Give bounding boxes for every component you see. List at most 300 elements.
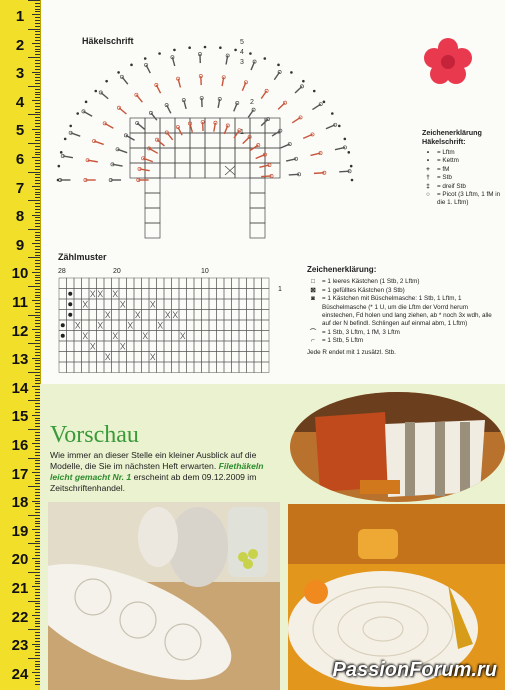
count-cell bbox=[142, 299, 150, 310]
ruler-tick bbox=[35, 380, 40, 381]
preview-date: erscheint ab dem 09.12.2009 im Zeitschriftenhandel. bbox=[50, 472, 257, 493]
count-cell bbox=[89, 362, 97, 373]
ruler-mark-14: 14 bbox=[11, 379, 29, 397]
count-cell bbox=[127, 331, 135, 342]
ruler-tick bbox=[35, 92, 40, 93]
ruler-tick bbox=[35, 120, 40, 121]
count-cell bbox=[82, 289, 90, 300]
picot-mark bbox=[277, 64, 280, 67]
count-cell bbox=[97, 331, 105, 342]
count-cell bbox=[89, 320, 97, 331]
ruler-tick bbox=[35, 31, 40, 32]
count-cell bbox=[149, 341, 157, 352]
count-cell bbox=[262, 310, 270, 321]
ruler-tick bbox=[35, 152, 40, 153]
grid-cell bbox=[220, 163, 235, 178]
count-cell bbox=[59, 299, 67, 310]
ruler-tick bbox=[35, 112, 40, 113]
count-cell bbox=[209, 310, 217, 321]
count-cell bbox=[232, 310, 240, 321]
count-cell bbox=[82, 352, 90, 363]
crochet-chart-title: Häkelschrift bbox=[82, 36, 134, 46]
ruler-tick bbox=[35, 360, 40, 361]
count-cell bbox=[254, 310, 262, 321]
count-cell bbox=[187, 289, 195, 300]
ruler-tick bbox=[28, 343, 40, 344]
ruler-tick bbox=[35, 306, 40, 307]
ruler-tick bbox=[28, 143, 40, 144]
picot-mark bbox=[117, 71, 120, 74]
count-cell bbox=[224, 362, 232, 373]
ruler-tick bbox=[35, 309, 40, 310]
count-chart-col-label-20: 20 bbox=[113, 268, 121, 275]
count-cell bbox=[172, 352, 180, 363]
ruler-tick bbox=[35, 160, 40, 161]
ruler-tick bbox=[35, 60, 40, 61]
ruler-tick bbox=[35, 77, 40, 78]
legend-text: = fM bbox=[437, 165, 450, 173]
count-cell bbox=[194, 362, 202, 373]
count-cell bbox=[164, 289, 172, 300]
ruler-tick bbox=[32, 443, 40, 444]
count-cell bbox=[232, 352, 240, 363]
ruler-tick bbox=[35, 340, 40, 341]
count-cell bbox=[134, 320, 142, 331]
count-cell bbox=[217, 299, 225, 310]
count-cell bbox=[254, 352, 262, 363]
count-cell bbox=[104, 289, 112, 300]
ruler-tick bbox=[35, 226, 40, 227]
ruler-tick bbox=[35, 117, 40, 118]
count-cell bbox=[209, 320, 217, 331]
ruler-tick bbox=[35, 323, 40, 324]
ruler-tick bbox=[28, 572, 40, 573]
count-cell bbox=[232, 341, 240, 352]
grid-cell bbox=[235, 163, 250, 178]
count-cell bbox=[262, 341, 270, 352]
count-cell bbox=[187, 310, 195, 321]
count-cell bbox=[262, 289, 270, 300]
count-cell bbox=[127, 289, 135, 300]
count-cell bbox=[247, 278, 255, 289]
legend-text: = Kettm bbox=[437, 157, 459, 165]
ruler-tick bbox=[35, 212, 40, 213]
count-cell bbox=[179, 289, 187, 300]
count-cell bbox=[164, 320, 172, 331]
count-cell bbox=[224, 320, 232, 331]
legend-row bbox=[307, 295, 497, 329]
count-cell bbox=[74, 310, 82, 321]
count-cell bbox=[127, 362, 135, 373]
ruler-tick bbox=[32, 672, 40, 673]
ruler-tick bbox=[32, 243, 40, 244]
count-cell bbox=[89, 299, 97, 310]
ruler-mark-2: 2 bbox=[15, 36, 25, 54]
count-cell bbox=[127, 299, 135, 310]
count-cell bbox=[82, 362, 90, 373]
count-cell bbox=[194, 320, 202, 331]
count-cell bbox=[67, 362, 75, 373]
ruler-mark-17: 17 bbox=[11, 465, 29, 483]
picot-mark bbox=[144, 57, 147, 60]
ruler-tick bbox=[35, 123, 40, 124]
count-cell bbox=[59, 278, 67, 289]
count-cell bbox=[209, 289, 217, 300]
grid-cell bbox=[205, 163, 220, 178]
count-cell bbox=[142, 352, 150, 363]
ruler-tick bbox=[35, 40, 40, 41]
count-cell bbox=[119, 331, 127, 342]
legend-count bbox=[307, 266, 497, 357]
legend-symbol: • bbox=[426, 157, 430, 165]
count-cell bbox=[97, 299, 105, 310]
count-cell bbox=[194, 341, 202, 352]
picot-mark bbox=[57, 179, 60, 182]
grid-cell bbox=[145, 223, 160, 238]
count-cell bbox=[59, 289, 67, 300]
count-cell bbox=[157, 310, 165, 321]
picot-mark bbox=[158, 52, 161, 55]
count-cell bbox=[254, 331, 262, 342]
ruler-tick bbox=[35, 174, 40, 175]
count-cell bbox=[97, 352, 105, 363]
ruler-mark-20: 20 bbox=[11, 551, 29, 569]
legend-symbol: ◙ bbox=[311, 295, 315, 303]
legend-symbol: • bbox=[426, 149, 430, 156]
ruler-tick bbox=[35, 252, 40, 253]
count-cell bbox=[217, 320, 225, 331]
count-cell bbox=[217, 310, 225, 321]
picot-mark bbox=[58, 165, 61, 168]
ruler-mark-13: 13 bbox=[11, 351, 29, 369]
ruler-tick bbox=[35, 177, 40, 178]
ruler-tick bbox=[35, 320, 40, 321]
ruler-tick bbox=[28, 372, 40, 373]
picot-mark bbox=[60, 151, 63, 154]
picot-mark bbox=[64, 138, 67, 141]
grid-cell bbox=[160, 163, 175, 178]
ruler-tick bbox=[35, 197, 40, 198]
count-cell bbox=[224, 299, 232, 310]
grid-cell bbox=[130, 148, 145, 163]
picot-mark bbox=[219, 46, 222, 49]
ruler-tick bbox=[32, 586, 40, 587]
count-cell bbox=[254, 362, 262, 373]
count-cell bbox=[112, 341, 120, 352]
ruler-tick bbox=[35, 149, 40, 150]
ruler-tick bbox=[35, 375, 40, 376]
ruler-tick bbox=[35, 378, 40, 379]
count-cell bbox=[82, 341, 90, 352]
count-cell bbox=[82, 278, 90, 289]
ruler-tick bbox=[35, 206, 40, 207]
count-cell bbox=[119, 352, 127, 363]
ruler-tick bbox=[32, 615, 40, 616]
count-cell bbox=[232, 331, 240, 342]
count-cell bbox=[254, 289, 262, 300]
ruler-tick bbox=[35, 106, 40, 107]
ruler-tick bbox=[35, 217, 40, 218]
ruler-tick bbox=[28, 458, 40, 459]
count-cell bbox=[187, 299, 195, 310]
count-cell bbox=[164, 278, 172, 289]
ruler-tick bbox=[35, 180, 40, 181]
count-cell bbox=[119, 362, 127, 373]
ruler-tick bbox=[28, 658, 40, 659]
count-cell bbox=[157, 341, 165, 352]
count-cell bbox=[74, 362, 82, 373]
count-cell bbox=[149, 310, 157, 321]
count-cell bbox=[104, 320, 112, 331]
ruler-tick bbox=[35, 303, 40, 304]
count-cell bbox=[179, 341, 187, 352]
count-cell bbox=[112, 278, 120, 289]
count-cell bbox=[134, 331, 142, 342]
ruler-tick bbox=[35, 66, 40, 67]
legend-symbol: ‡ bbox=[426, 182, 430, 190]
ruler-tick bbox=[35, 140, 40, 141]
count-cell bbox=[157, 278, 165, 289]
count-cell bbox=[74, 331, 82, 342]
picot-mark bbox=[331, 112, 334, 115]
ruler-tick bbox=[35, 295, 40, 296]
grid-cell bbox=[250, 208, 265, 223]
magazine-name: Filethäkeln leicht gemacht Nr. 1 bbox=[50, 461, 264, 482]
ruler-tick bbox=[35, 263, 40, 264]
count-cell bbox=[209, 352, 217, 363]
ruler-tick bbox=[28, 200, 40, 201]
count-cell bbox=[149, 320, 157, 331]
ruler-tick bbox=[35, 346, 40, 347]
count-cell bbox=[209, 362, 217, 373]
ruler-tick bbox=[28, 400, 40, 401]
row-label-1: 1 bbox=[240, 129, 244, 136]
count-cell bbox=[127, 278, 135, 289]
ruler-mark-19: 19 bbox=[11, 522, 29, 540]
ruler-tick bbox=[35, 37, 40, 38]
count-cell bbox=[202, 352, 210, 363]
ruler-tick bbox=[28, 0, 40, 1]
ruler-tick bbox=[32, 157, 40, 158]
preview-title: Vorschau bbox=[50, 422, 139, 448]
ruler-tick bbox=[35, 74, 40, 75]
ruler-tick bbox=[35, 277, 40, 278]
count-cell bbox=[112, 320, 120, 331]
count-cell bbox=[209, 299, 217, 310]
count-cell bbox=[254, 299, 262, 310]
legend-symbol: † bbox=[426, 174, 430, 182]
ruler-tick bbox=[28, 57, 40, 58]
ruler-tick bbox=[35, 51, 40, 52]
grid-cell bbox=[145, 208, 160, 223]
count-cell bbox=[82, 320, 90, 331]
ruler-tick bbox=[35, 335, 40, 336]
count-cell bbox=[187, 320, 195, 331]
count-cell bbox=[134, 289, 142, 300]
bobble-dot bbox=[68, 302, 72, 306]
count-cell bbox=[239, 310, 247, 321]
grid-cell bbox=[190, 133, 205, 148]
count-cell bbox=[179, 352, 187, 363]
ruler-tick bbox=[35, 292, 40, 293]
count-cell bbox=[74, 278, 82, 289]
count-cell bbox=[232, 299, 240, 310]
ruler-tick bbox=[35, 203, 40, 204]
ruler-tick bbox=[35, 69, 40, 70]
count-cell bbox=[217, 352, 225, 363]
count-cell bbox=[104, 362, 112, 373]
ruler-tick bbox=[35, 97, 40, 98]
ruler-tick bbox=[35, 83, 40, 84]
picot-mark bbox=[105, 80, 108, 83]
ruler-tick bbox=[32, 215, 40, 216]
ruler-tick bbox=[35, 232, 40, 233]
count-cell bbox=[119, 320, 127, 331]
ruler-tick bbox=[32, 43, 40, 44]
count-cell bbox=[254, 320, 262, 331]
ruler-tick bbox=[28, 515, 40, 516]
ruler-tick bbox=[35, 332, 40, 333]
count-cell bbox=[202, 362, 210, 373]
count-cell bbox=[262, 331, 270, 342]
ruler-tick bbox=[35, 366, 40, 367]
ruler-tick bbox=[28, 286, 40, 287]
legend-count-title: Zeichenerklärung: bbox=[307, 265, 377, 274]
count-cell bbox=[179, 299, 187, 310]
count-cell bbox=[224, 278, 232, 289]
count-cell bbox=[232, 278, 240, 289]
ruler-tick bbox=[35, 126, 40, 127]
count-cell bbox=[247, 352, 255, 363]
legend-symbol: ⊠ bbox=[310, 286, 316, 294]
count-cell bbox=[127, 341, 135, 352]
row-label-3: 3 bbox=[240, 59, 244, 66]
grid-cell bbox=[220, 133, 235, 148]
ruler-tick bbox=[32, 72, 40, 73]
ruler-tick bbox=[28, 601, 40, 602]
count-cell bbox=[104, 299, 112, 310]
count-cell bbox=[217, 278, 225, 289]
ruler-tick bbox=[35, 363, 40, 364]
legend-text: = 1 Stb, 5 Lftm bbox=[322, 337, 364, 345]
ruler-tick bbox=[35, 223, 40, 224]
ruler-mark-16: 16 bbox=[11, 437, 29, 454]
ruler-tick bbox=[35, 280, 40, 281]
ruler-mark-10: 10 bbox=[11, 265, 29, 283]
ruler-tick bbox=[35, 317, 40, 318]
preview-intro: Wie immer an dieser Stelle ein kleiner Ausblick auf die Modelle, die Sie im nächsten Heft erwarten. bbox=[50, 450, 257, 471]
count-cell bbox=[239, 341, 247, 352]
count-cell bbox=[89, 352, 97, 363]
count-cell bbox=[202, 299, 210, 310]
count-cell bbox=[254, 341, 262, 352]
legend-row bbox=[307, 329, 497, 337]
count-cell bbox=[97, 278, 105, 289]
ruler-tick bbox=[35, 194, 40, 195]
count-cell bbox=[239, 352, 247, 363]
count-cell bbox=[202, 289, 210, 300]
count-cell bbox=[224, 341, 232, 352]
watermark: PassionForum.ru bbox=[332, 659, 497, 681]
ruler-mark-12: 12 bbox=[11, 322, 29, 340]
grid-cell bbox=[175, 148, 190, 163]
preview-text bbox=[50, 450, 288, 494]
count-cell bbox=[179, 278, 187, 289]
count-cell bbox=[179, 362, 187, 373]
grid-cell bbox=[145, 118, 160, 133]
count-cell bbox=[224, 352, 232, 363]
grid-cell bbox=[265, 148, 280, 163]
ruler-tick bbox=[28, 543, 40, 544]
grid-cell bbox=[175, 163, 190, 178]
ruler-tick bbox=[32, 501, 40, 502]
ruler-tick bbox=[35, 134, 40, 135]
count-cell bbox=[97, 310, 105, 321]
ruler-tick bbox=[35, 23, 40, 24]
count-cell bbox=[172, 362, 180, 373]
grid-cell bbox=[175, 133, 190, 148]
ruler-tick bbox=[35, 34, 40, 35]
legend-row bbox=[307, 278, 497, 286]
legend-text: = dreif Stb bbox=[437, 182, 466, 190]
ruler-mark-1: 1 bbox=[15, 8, 25, 25]
ruler-tick bbox=[35, 312, 40, 313]
picot-mark bbox=[347, 151, 350, 154]
count-cell bbox=[97, 362, 105, 373]
count-cell bbox=[262, 352, 270, 363]
count-cell bbox=[134, 278, 142, 289]
ruler-tick bbox=[35, 132, 40, 133]
ruler-tick bbox=[35, 166, 40, 167]
count-cell bbox=[239, 289, 247, 300]
count-cell bbox=[112, 299, 120, 310]
count-cell bbox=[232, 320, 240, 331]
ruler-mark-7: 7 bbox=[15, 179, 25, 197]
ruler-tick bbox=[35, 26, 40, 27]
ruler-tick bbox=[35, 266, 40, 267]
count-cell bbox=[164, 331, 172, 342]
ruler-tick bbox=[35, 137, 40, 138]
ruler-tick bbox=[35, 6, 40, 7]
grid-cell bbox=[145, 193, 160, 208]
count-cell bbox=[127, 352, 135, 363]
ruler-tick bbox=[35, 46, 40, 47]
legend-text: = Picot (3 Lftm, 1 fM in die 1. Lftm) bbox=[437, 191, 501, 207]
ruler-tick bbox=[32, 415, 40, 416]
ruler-mark-24: 24 bbox=[11, 665, 29, 683]
ruler-tick bbox=[32, 186, 40, 187]
ruler-mark-5: 5 bbox=[15, 122, 25, 140]
count-cell bbox=[142, 362, 150, 373]
count-cell bbox=[112, 362, 120, 373]
ruler-tick bbox=[35, 237, 40, 238]
ruler-mark-8: 8 bbox=[15, 208, 25, 226]
count-cell bbox=[194, 352, 202, 363]
ruler-tick bbox=[28, 86, 40, 87]
ruler-tick bbox=[35, 146, 40, 147]
legend-crochet bbox=[422, 128, 504, 208]
ruler-tick bbox=[35, 260, 40, 261]
ruler-tick bbox=[35, 49, 40, 50]
ruler-mark-15: 15 bbox=[11, 408, 29, 426]
count-chart-col-label-28: 28 bbox=[58, 268, 66, 275]
count-cell bbox=[164, 299, 172, 310]
legend-footnote: Jede R endet mit 1 zusätzl. Stb. bbox=[307, 348, 396, 356]
picot-mark bbox=[302, 80, 305, 83]
ruler-tick bbox=[35, 163, 40, 164]
ruler-tick bbox=[35, 11, 40, 12]
count-cell bbox=[187, 362, 195, 373]
